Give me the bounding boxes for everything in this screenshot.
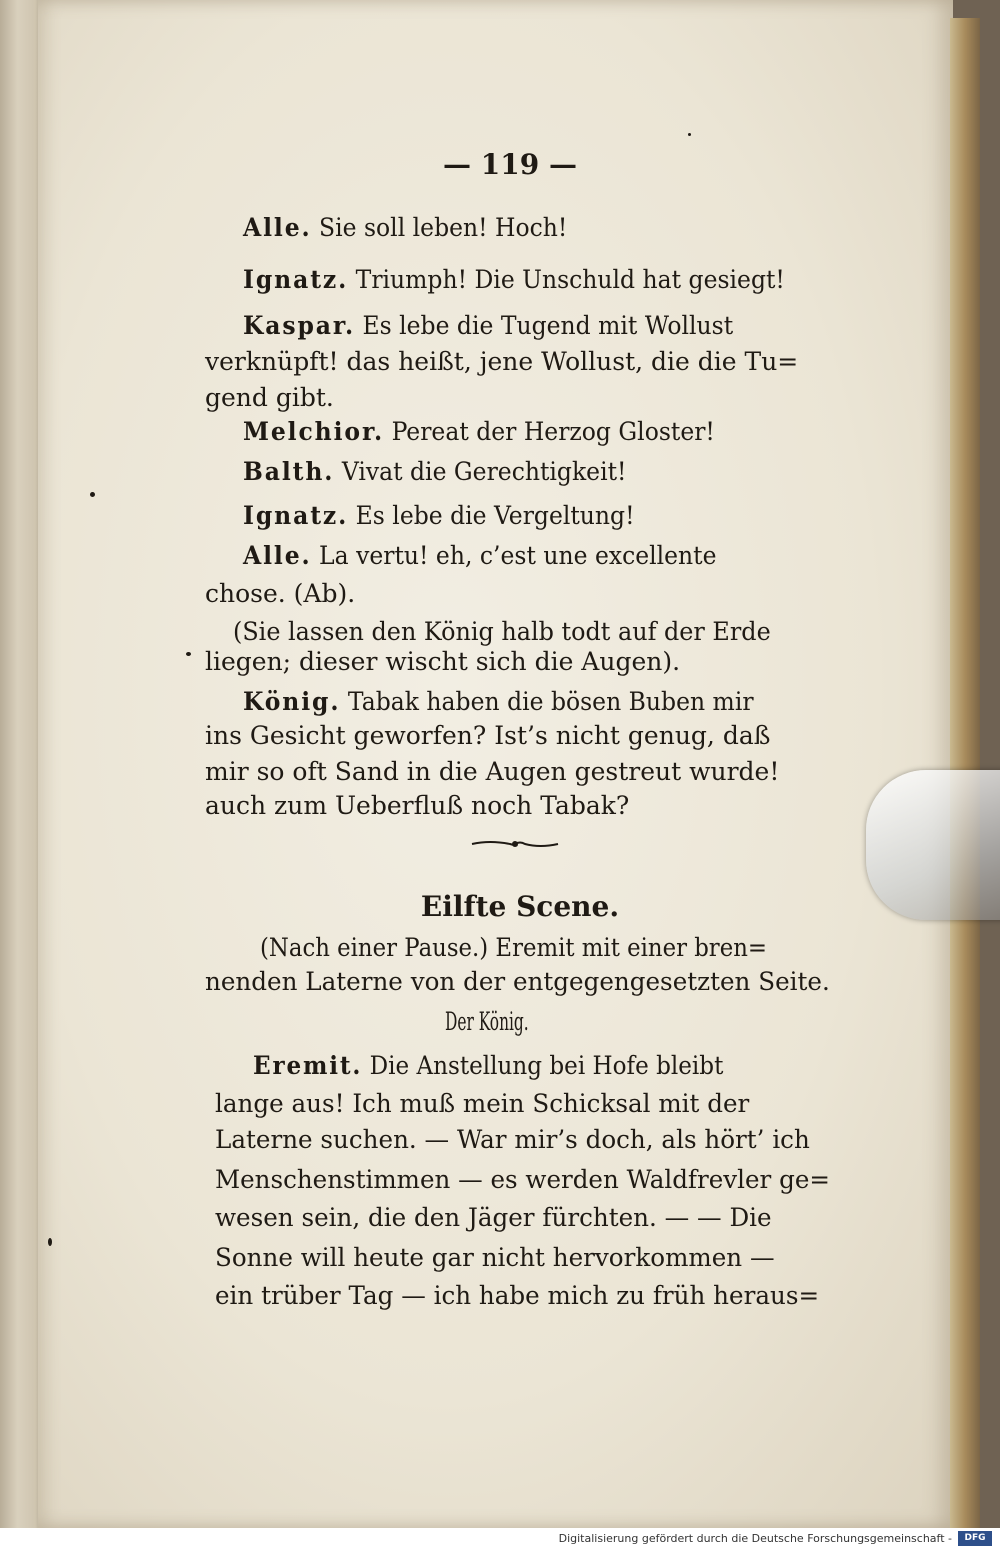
text-line [205, 576, 830, 612]
text-line [215, 1086, 830, 1122]
speaker-name: Alle. [243, 213, 312, 242]
text-line [243, 210, 830, 246]
line-text: Tabak haben die bösen Buben mir [340, 687, 754, 716]
text-line [215, 1162, 829, 1198]
line-text: Es lebe die Vergeltung! [348, 501, 635, 530]
speaker-name: Kaspar. [243, 311, 356, 340]
line-text: ins Gesicht geworfen? Ist’s nicht genug, daß [205, 721, 771, 750]
text-line [205, 754, 830, 790]
digitization-credit: Digitalisierung gefördert durch die Deutsche Forschungsgemeinschaft - [558, 1532, 952, 1545]
glass-page-holder [866, 770, 1000, 920]
speaker-name: Ignatz. [243, 265, 349, 294]
text-line [243, 308, 830, 344]
text-line [243, 538, 830, 574]
text-line [205, 644, 830, 680]
text-line [243, 684, 830, 720]
speaker-name: Balth. [243, 457, 335, 486]
page-speck [688, 133, 691, 136]
stage-direction: nenden Laterne von der entgegengesetzten Seite. [205, 967, 830, 996]
line-text: Sonne will heute gar nicht hervorkommen — [215, 1243, 775, 1272]
stage-direction: (Nach einer Pause.) Eremit mit einer bren= [260, 933, 768, 962]
line-text: chose. (Ab). [205, 579, 356, 608]
line-text: Pereat der Herzog Gloster! [384, 417, 715, 446]
text-line [215, 1200, 830, 1236]
page-speck [186, 652, 191, 656]
speaker-name: Ignatz. [243, 501, 349, 530]
page-speck [48, 1238, 52, 1246]
page-header [420, 148, 600, 181]
line-text: (Sie lassen den König halb todt auf der Erde [233, 617, 771, 646]
line-text: liegen; dieser wischt sich die Augen). [205, 647, 681, 676]
text-line [243, 414, 830, 450]
line-text: gend gibt. [205, 383, 334, 412]
line-text: Die Anstellung bei Hofe bleibt [362, 1051, 724, 1080]
line-text: Laterne suchen. — War mir’s doch, als hört’ ich [215, 1125, 810, 1154]
line-text: lange aus! Ich muß mein Schicksal mit der [215, 1089, 750, 1118]
page-speck [90, 492, 95, 497]
text-line [215, 1122, 830, 1158]
header-dash-left: — [443, 148, 472, 181]
header-dash-right: — [548, 148, 577, 181]
text-line [205, 344, 830, 380]
speaker-name: Melchior. [243, 417, 385, 446]
line-text: Triumph! Die Unschuld hat gesiegt! [348, 265, 785, 294]
text-line [215, 1278, 830, 1314]
scene-title: Eilfte Scene. [420, 890, 620, 923]
text-line [243, 498, 830, 534]
line-text: verknüpft! das heißt, jene Wollust, die die Tu= [205, 347, 799, 376]
line-text: Es lebe die Tugend mit Wollust [355, 311, 734, 340]
text-line [253, 1048, 830, 1084]
speaker-name: Alle. [243, 541, 312, 570]
line-text: ein trüber Tag — ich habe mich zu früh heraus= [215, 1281, 820, 1310]
dfg-logo: DFG [958, 1531, 992, 1546]
text-line [215, 1240, 830, 1276]
line-text: wesen sein, die den Jäger fürchten. — — Die [215, 1203, 772, 1232]
section-ornament [470, 838, 560, 850]
text-line [205, 718, 830, 754]
line-text: Sie soll leben! Hoch! [311, 213, 568, 242]
line-text: La vertu! eh, c’est une excellente [311, 541, 717, 570]
line-text: mir so oft Sand in die Augen gestreut wurde! [205, 757, 780, 786]
text-line [205, 380, 830, 416]
line-text: auch zum Ueberfluß noch Tabak? [205, 791, 630, 820]
stage-direction: Der König. [445, 1007, 529, 1036]
speaker-name: König. [243, 687, 341, 716]
text-line [205, 788, 830, 824]
text-line [243, 262, 830, 298]
page-number: 119 [480, 148, 540, 181]
line-text: Menschenstimmen — es werden Waldfrevler ge= [215, 1165, 830, 1194]
line-text: Vivat die Gerechtigkeit! [334, 457, 627, 486]
speaker-name: Eremit. [253, 1051, 363, 1080]
text-line [243, 454, 830, 490]
